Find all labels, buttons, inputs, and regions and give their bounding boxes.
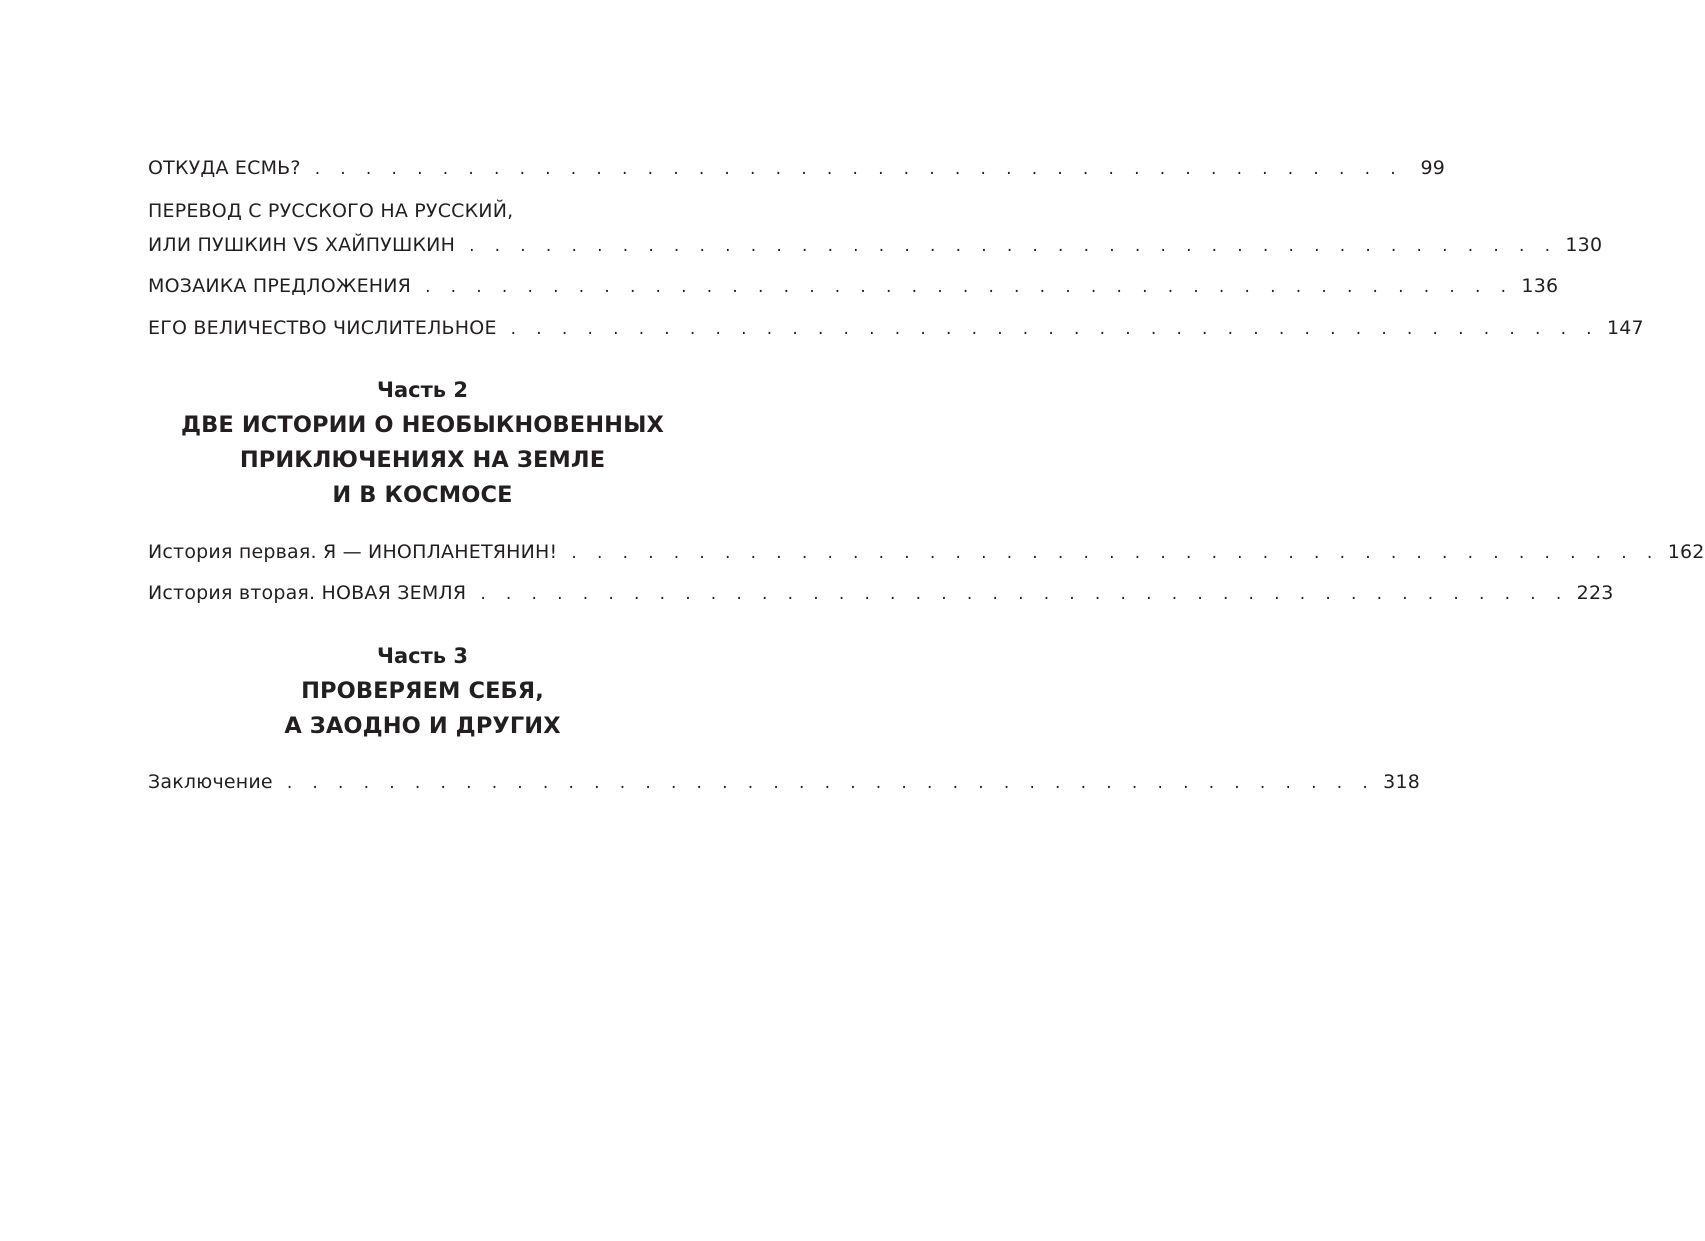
- toc-entry-page: 162: [1667, 541, 1705, 563]
- toc-entry-title: МОЗАИКА ПРЕДЛОЖЕНИЯ: [148, 275, 412, 297]
- dot-leader: . . . . . . . . . . . . . . . . . . . . . . . . . . . . . . . . . . . . . . . . . . .: [286, 773, 1376, 793]
- toc-entry-chislitelnoe[interactable]: [148, 315, 1644, 341]
- dot-leader: . . . . . . . . . . . . . . . . . . . . . . . . . . . . . . . . . . . . . . . . . . .: [469, 236, 1558, 256]
- toc-entry-page: 223: [1576, 582, 1614, 604]
- dot-leader: . . . . . . . . . . . . . . . . . . . . . . . . . . . . . . . . . . . . . . . . . . .: [314, 159, 1404, 179]
- toc-entry-istoriya-vtoraya[interactable]: [148, 580, 1614, 606]
- toc-entry-title: История вторая. НОВАЯ ЗЕМЛЯ: [148, 582, 467, 604]
- toc-entry-page: 130: [1565, 234, 1603, 256]
- dot-leader: . . . . . . . . . . . . . . . . . . . . . . . . . . . . . . . . . . . . . . . . . . .: [510, 319, 1599, 339]
- dot-leader: . . . . . . . . . . . . . . . . . . . . . . . . . . . . . . . . . . . . . . . . . . .: [571, 543, 1660, 563]
- toc-entry-otkuda-esm[interactable]: [148, 155, 1446, 181]
- toc-entry-zaklyuchenie[interactable]: [148, 769, 1421, 795]
- part-title-line: ДВЕ ИСТОРИИ О НЕОБЫКНОВЕННЫХ: [181, 412, 664, 438]
- toc-entry-perevod[interactable]: [148, 232, 1603, 258]
- dot-leader: . . . . . . . . . . . . . . . . . . . . . . . . . . . . . . . . . . . . . . . . . . .: [480, 584, 1569, 604]
- part-3-heading: [0, 642, 845, 744]
- toc-entry-title: ОТКУДА ЕСМЬ?: [148, 157, 301, 179]
- toc-entry-title: ЕГО ВЕЛИЧЕСТВО ЧИСЛИТЕЛЬНОЕ: [148, 317, 497, 339]
- part-label: Часть 3: [377, 644, 468, 668]
- part-title-line: ПРИКЛЮЧЕНИЯХ НА ЗЕМЛЕ: [239, 447, 606, 473]
- toc-entry-mozaika[interactable]: [148, 273, 1559, 299]
- toc-entry-istoriya-pervaya[interactable]: [148, 539, 1705, 565]
- toc-entry-page: 136: [1521, 275, 1559, 297]
- part-title-line: А ЗАОДНО И ДРУГИХ: [284, 713, 561, 739]
- part-2-heading: [0, 376, 845, 513]
- part-title-line: ПРОВЕРЯЕМ СЕБЯ,: [301, 678, 544, 704]
- toc-entry-title: Заключение: [148, 771, 273, 793]
- toc-entry-page: 147: [1606, 317, 1644, 339]
- toc-entry-title: История первая. Я — ИНОПЛАНЕТЯНИН!: [148, 541, 558, 563]
- dot-leader: . . . . . . . . . . . . . . . . . . . . . . . . . . . . . . . . . . . . . . . . . . .: [425, 277, 1514, 297]
- part-label: Часть 2: [377, 378, 468, 402]
- part-title-line: И В КОСМОСЕ: [332, 482, 513, 508]
- toc-entry-page: 99: [1420, 157, 1446, 179]
- toc-entry-title-line1[interactable]: ПЕРЕВОД С РУССКОГО НА РУССКИЙ,: [148, 200, 514, 222]
- toc-entry-page: 318: [1383, 771, 1421, 793]
- toc-entry-title: ИЛИ ПУШКИН VS ХАЙПУШКИН: [148, 234, 456, 256]
